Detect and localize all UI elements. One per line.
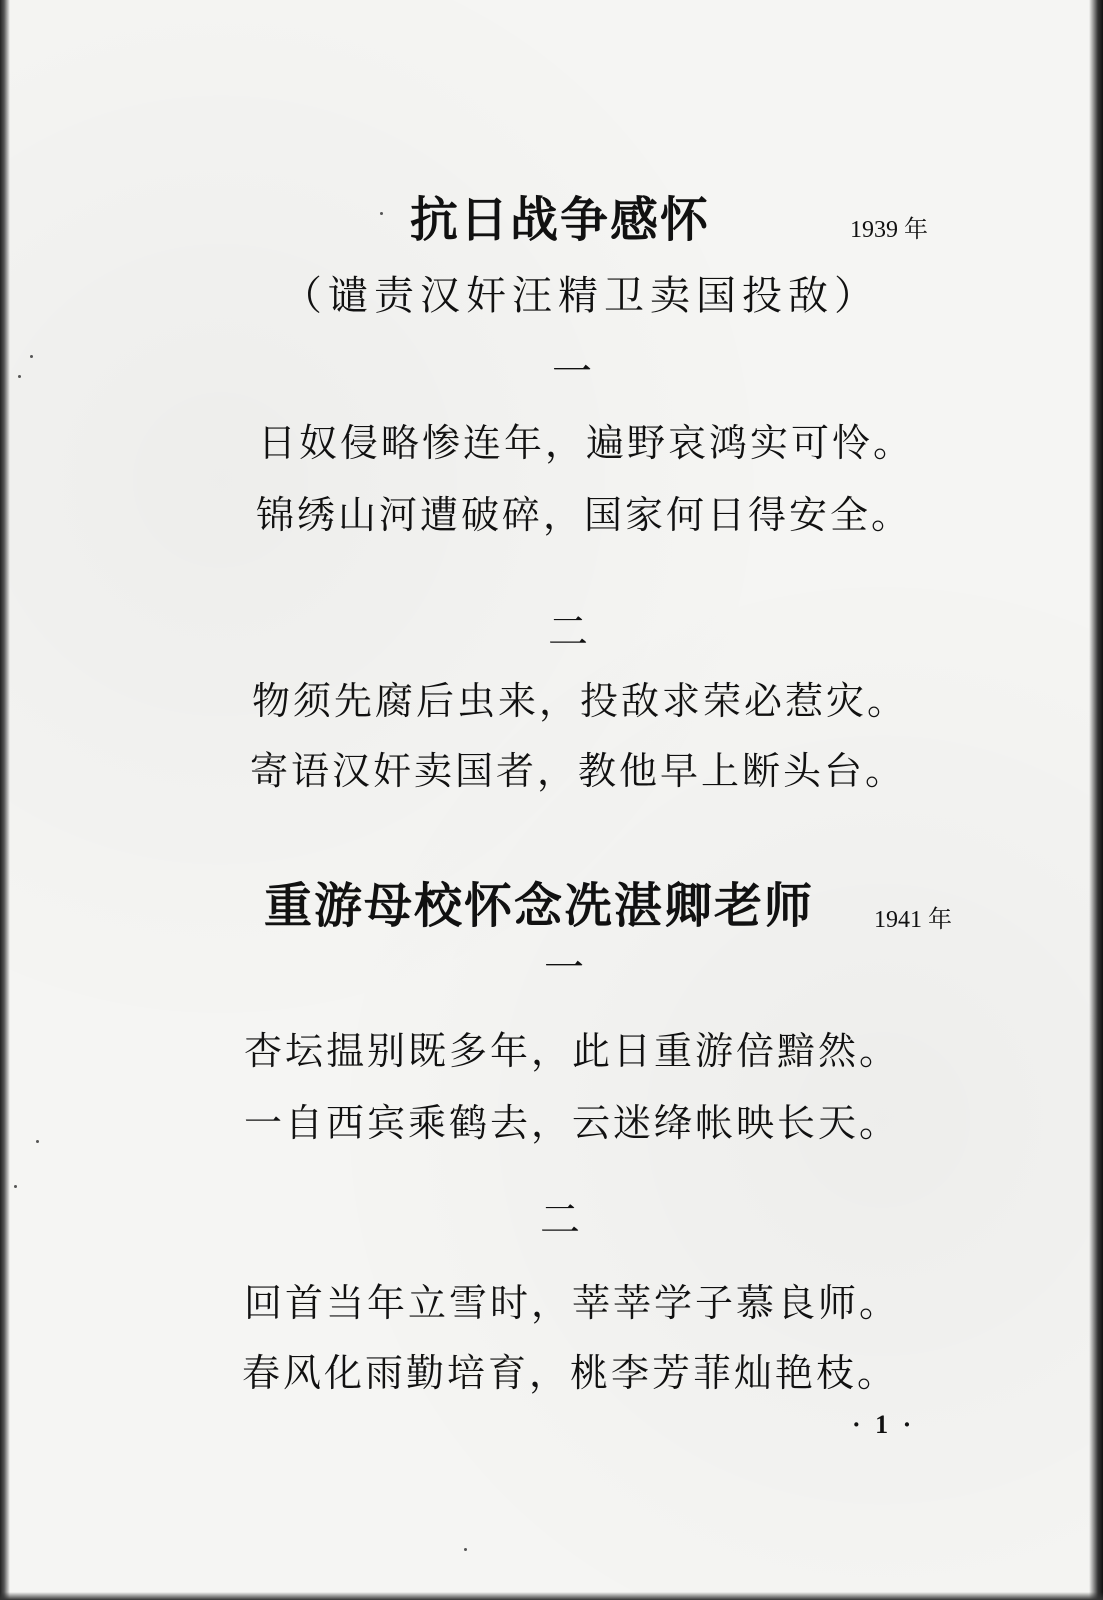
scan-speck [18, 375, 21, 378]
poem2-section1-line2: 一自西宾乘鹤去，云迷绛帐映长天。 [244, 1101, 901, 1145]
poem1-section1-line1: 日奴侵略惨连年，遍野哀鸿实可怜。 [258, 421, 915, 465]
scan-speck [14, 1185, 17, 1188]
scan-bottom-edge-shadow [0, 1592, 1103, 1600]
poem1-section2-line1: 物须先腐后虫来，投敌求荣必惹灾。 [252, 679, 909, 723]
poem2-section2-number: 二 [540, 1197, 580, 1243]
poem1-subtitle: （谴责汉奸汪精卫卖国投敌） [282, 273, 880, 319]
poem1-section2-number: 二 [548, 609, 588, 655]
poem2-section2-line2: 春风化雨勤培育，桃李芳菲灿艳枝。 [242, 1351, 899, 1395]
poem1-section1-line2: 锦绣山河遭破碎，国家何日得安全。 [256, 493, 913, 537]
poem1-title: 抗日战争感怀 [410, 192, 711, 248]
scan-speck [380, 212, 383, 215]
scan-speck [464, 1548, 467, 1551]
poem2-section1-number: 一 [544, 945, 584, 991]
poem2-section2-line1: 回首当年立雪时，莘莘学子慕良师。 [244, 1281, 901, 1325]
poem2-title: 重游母校怀念冼湛卿老师 [264, 878, 815, 934]
poem2-section1-line1: 杏坛揾别既多年，此日重游倍黯然。 [244, 1029, 901, 1073]
poem1-section1-number: 一 [552, 349, 592, 395]
poem1-section2-line2: 寄语汉奸卖国者，教他早上断头台。 [250, 749, 907, 793]
poem2-year: 1941 年 [874, 907, 952, 933]
scan-left-edge-shadow [0, 0, 10, 1600]
scan-speck [30, 355, 33, 358]
poem1-year: 1939 年 [850, 217, 928, 243]
scan-speck [36, 1140, 39, 1143]
scan-right-edge-shadow [1089, 0, 1103, 1600]
page-number: · 1 · [852, 1410, 916, 1439]
